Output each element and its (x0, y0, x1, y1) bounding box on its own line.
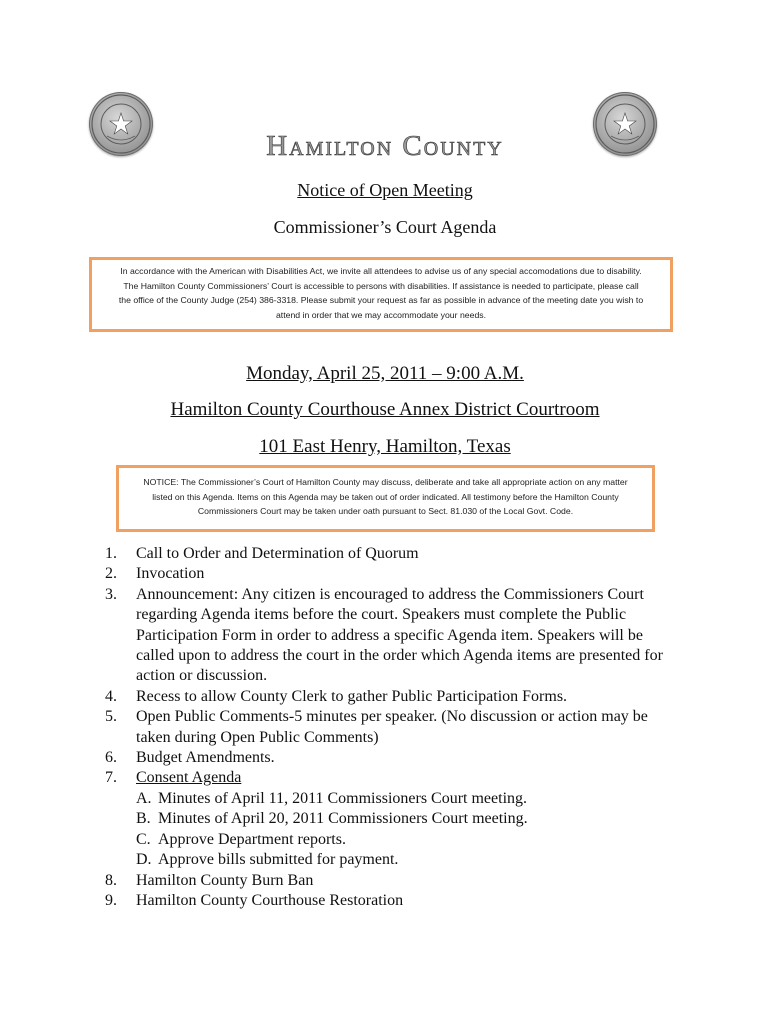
meeting-address-text: 101 East Henry, Hamilton, Texas (259, 436, 511, 457)
notice-of-open-meeting (0, 180, 770, 201)
ada-notice-line: the office of the County Judge (254) 386-3318. Please submit your request as far as possible in advance of the meeting date you wish to (118, 295, 644, 305)
agenda-item-number: 5. (105, 708, 117, 726)
agenda-item (105, 585, 685, 687)
agenda-title: Commissioner’s Court Agenda (273, 217, 497, 237)
consent-subitem-letter: C. (136, 830, 151, 848)
consent-agenda-heading: Consent Agenda (136, 769, 242, 787)
ada-notice-line: The Hamilton County Commissioners’ Court is accessible to persons with disabilities. If assistance is needed to participate, please call (123, 280, 639, 291)
consent-subitem-letter: A. (136, 789, 152, 807)
agenda-item-number: 4. (105, 687, 117, 705)
agenda-item-number: 2. (105, 565, 117, 583)
ada-notice-line: In accordance with the American with Disabilities Act, we invite all attendees to advise us of any special accomodations due to disability. (120, 266, 642, 276)
agenda-item-text: Recess to allow County Clerk to gather Public Participation Forms. (136, 687, 568, 705)
consent-subitem-text: Approve Department reports. (158, 830, 346, 848)
agenda-item-number: 8. (105, 871, 117, 889)
agenda-item (105, 748, 685, 768)
meeting-date-text: Monday, April 25, 2011 – 9:00 A.M. (246, 363, 524, 384)
agenda-item-number: 7. (105, 769, 117, 787)
agenda-item (105, 707, 685, 748)
consent-subitem (136, 850, 685, 870)
agenda-item (105, 564, 685, 584)
agenda-item-text: Open Public Comments-5 minutes per speaker. (No discussion or action may be taken during Open Public Comments) (136, 708, 648, 746)
meeting-date (0, 363, 770, 385)
court-notice-box (116, 465, 655, 532)
agenda-item (105, 871, 685, 891)
consent-subitem-text: Minutes of April 11, 2011 Commissioners Court meeting. (158, 789, 528, 807)
court-notice-line: NOTICE: The Commissioner’s Court of Hamilton County may discuss, deliberate and take all appropriate action on any matter (143, 477, 628, 487)
meeting-place (0, 399, 770, 421)
agenda-item-text: Announcement: Any citizen is encouraged to address the Commissioners Court regarding Agenda items before the court. Speakers must complete the Public Participation Form in order to address a specific Agenda item. Speakers will be called upon to address the court in the order which Agenda items are presented for action or discussion. (136, 585, 663, 685)
agenda-item (105, 768, 685, 788)
agenda-item-number: 6. (105, 749, 117, 767)
meeting-address (0, 436, 770, 458)
agenda-item-text: Hamilton County Burn Ban (136, 871, 314, 889)
agenda-item-number: 3. (105, 585, 117, 603)
agenda-item-text: Budget Amendments. (136, 749, 275, 767)
agenda-item (105, 891, 685, 911)
consent-subitem (136, 830, 685, 850)
county-title: Hamilton County (266, 130, 504, 162)
consent-subitem-letter: D. (136, 851, 152, 869)
agenda-item-text: Hamilton County Courthouse Restoration (136, 891, 404, 909)
ada-notice-line: attend in order that we may accommodate your needs. (275, 309, 487, 320)
court-notice-line: Commissioners Court may be taken under oath pursuant to Sect. 81.030 of the Local Govt. Code. (197, 506, 574, 516)
notice-of-open-meeting-text: Notice of Open Meeting (297, 180, 473, 200)
agenda-item-number: 1. (105, 545, 117, 562)
agenda-list (105, 544, 685, 911)
agenda-item-text: Call to Order and Determination of Quorum (136, 545, 419, 562)
consent-subitem-letter: B. (136, 810, 151, 828)
meeting-place-text: Hamilton County Courthouse Annex District Courtroom (170, 399, 600, 420)
court-notice-line: listed on this Agenda. Items on this Agenda may be taken out of order indicated. All testimony before the Hamilton County (152, 491, 619, 502)
consent-subitem (136, 789, 685, 809)
consent-subitem-text: Minutes of April 20, 2011 Commissioners Court meeting. (158, 810, 528, 828)
agenda-item-text: Invocation (136, 565, 205, 583)
consent-subitem-text: Approve bills submitted for payment. (158, 851, 399, 869)
ada-notice-box (89, 257, 673, 332)
consent-subitem (136, 809, 685, 829)
agenda-item (105, 687, 685, 707)
agenda-item (105, 544, 685, 564)
agenda-item-number: 9. (105, 891, 117, 909)
